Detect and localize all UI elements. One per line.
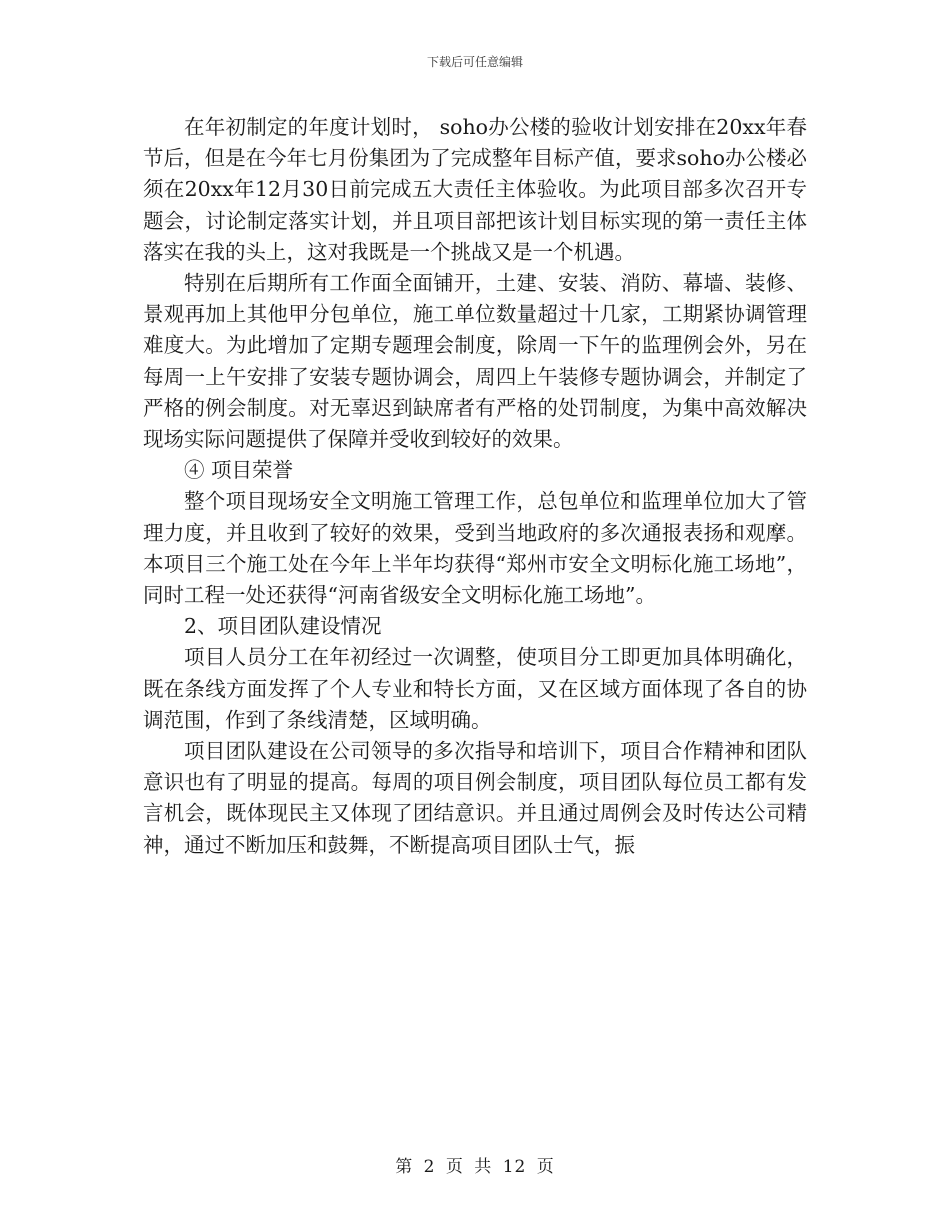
paragraph-plan-acceptance: 在年初制定的年度计划时， soho办公楼的验收计划安排在20xx年春节后，但是在今年七月份集团为了完成整年目标产值，要求soho办公楼必须在20xx年12月30日前完成五大责任主体验收。为此项目部多次召开专题会，讨论制定落实计划，并且项目部把该计划目标实现的第一责任主体落实在我的头上，这对我既是一个挑战又是一个机遇。	[143, 115, 807, 264]
section-heading-project-honors: ④ 项目荣誉	[184, 458, 294, 483]
paragraph-safety-honors: 整个项目现场安全文明施工管理工作，总包单位和监理单位加大了管理力度，并且收到了较好的效果，受到当地政府的多次通报表扬和观摩。本项目三个施工处在今年上半年均获得“郑州市安全文明标化施工场地”，同时工程一处还获得“河南省级安全文明标化施工场地”。	[143, 489, 807, 608]
paragraph-team-spirit: 项目团队建设在公司领导的多次指导和培训下，项目合作精神和团队意识也有了明显的提高。每周的项目例会制度，项目团队每位员工都有发言机会，既体现民主又体现了团结意识。并且通过周例会及时传达公司精神，通过不断加压和鼓舞，不断提高项目团队士气，振	[143, 739, 807, 857]
document-body	[143, 112, 807, 861]
paragraph-staff-division: 项目人员分工在年初经过一次调整，使项目分工即更加具体明确化，既在条线方面发挥了个人专业和特长方面，又在区域方面体现了各自的协调范围，作到了条线清楚，区域明确。	[143, 645, 807, 732]
page-header: 下载后可任意编辑	[426, 55, 523, 69]
section-heading-team-building: 2、项目团队建设情况	[184, 614, 382, 639]
paragraph-coordination: 特别在后期所有工作面全面铺开，土建、安装、消防、幕墙、装修、景观再加上其他甲分包单位，施工单位数量超过十几家，工期紧协调管理难度大。为此增加了定期专题理会制度，除周一下午的监理例会外，另在每周一上午安排了安装专题协调会，周四上午装修专题协调会，并制定了严格的例会制度。对无辜迟到缺席者有严格的处罚制度，为集中高效解决现场实际问题提供了保障并受收到较好的效果。	[143, 271, 807, 452]
page-number-footer: 第 2 页 共 12 页	[395, 1157, 555, 1177]
